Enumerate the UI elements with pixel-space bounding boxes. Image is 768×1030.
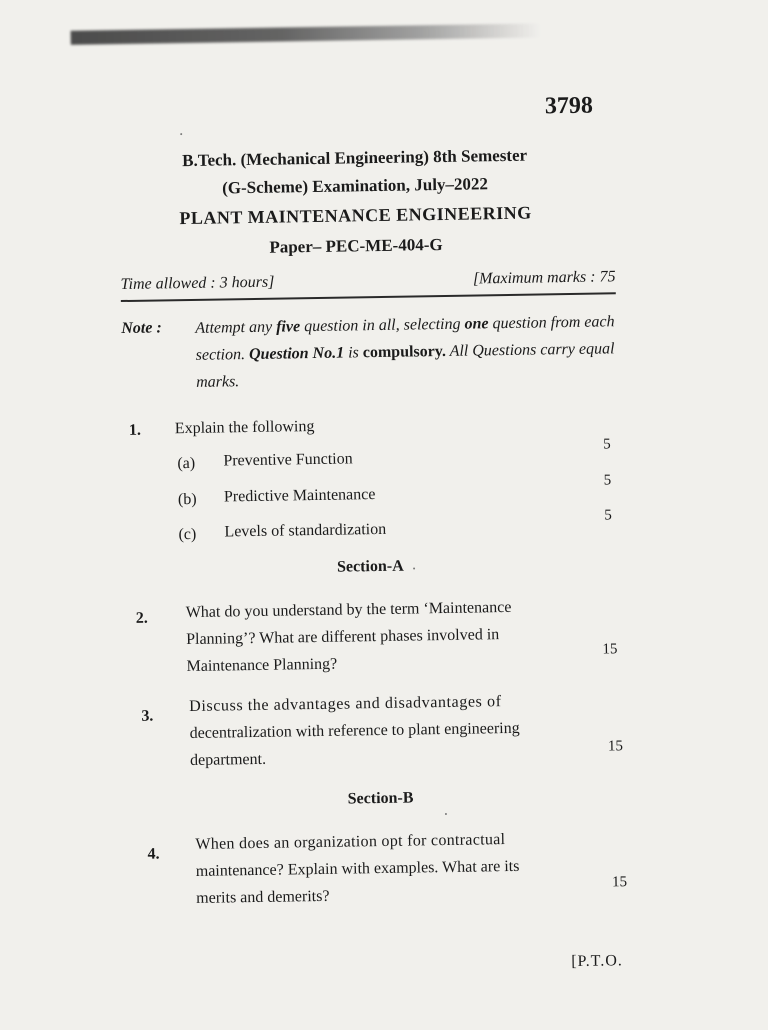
course-title: B.Tech. (Mechanical Engineering) 8th Semester: [181, 145, 528, 171]
marks-value: 15: [607, 738, 624, 755]
question-line: Maintenance Planning?: [186, 655, 338, 676]
question-number: 3.: [141, 707, 154, 725]
note-text: Attempt any: [195, 318, 277, 337]
exam-session: (G-Scheme) Examination, July–2022: [221, 174, 489, 198]
sub-question-text: Preventive Function: [223, 450, 353, 470]
section-a-heading: Section-A: [336, 557, 404, 576]
scan-top-edge: [71, 23, 541, 44]
note-instructions: [195, 308, 621, 396]
note-label: Note :: [121, 319, 162, 338]
question-line: maintenance? Explain with examples. What are its: [195, 857, 520, 880]
question-line: merits and demerits?: [196, 887, 330, 907]
question-line: When does an organization opt for contractual: [195, 831, 506, 853]
question-text: [186, 592, 627, 680]
maximum-marks: [Maximum marks : 75: [472, 268, 616, 288]
paper-number: Paper– PEC-ME-404-G: [269, 234, 443, 257]
question-number: 2.: [135, 609, 148, 627]
note-emphasis: five: [276, 318, 301, 336]
marks-value: 15: [611, 874, 628, 891]
question-line: decentralization with reference to plant engineering: [189, 719, 520, 743]
marks-value: 15: [602, 641, 618, 658]
marks-value: 5: [604, 507, 612, 524]
question-line: Planning’? What are different phases involved in: [186, 626, 500, 649]
note-emphasis: compulsory.: [362, 342, 447, 362]
question-number: 4.: [147, 845, 160, 863]
question-text: [195, 824, 641, 912]
paper-code: 3798: [544, 92, 594, 120]
sub-question-text: Predictive Maintenance: [223, 486, 376, 506]
time-allowed: Time allowed : 3 hours]: [120, 273, 275, 294]
question-line: What do you understand by the term ‘Maintenance: [185, 598, 512, 622]
marks-value: 5: [603, 436, 611, 453]
note-emphasis: one: [464, 315, 489, 333]
note-text: question from each section.: [195, 313, 615, 364]
note-text: All Questions carry equal marks.: [195, 340, 615, 391]
note-emphasis: Question No.1: [248, 344, 345, 364]
note-text: is: [344, 344, 363, 362]
sub-question-label: (b): [177, 490, 197, 509]
subject-title: PLANT MAINTENANCE ENGINEERING: [179, 202, 532, 229]
question-line: department.: [189, 750, 267, 770]
question-number: 1.: [128, 421, 142, 439]
scan-speck: [180, 133, 182, 135]
question-text: [189, 686, 635, 774]
scan-speck: [445, 813, 447, 815]
marks-value: 5: [603, 472, 612, 489]
page-turn-note: [P.T.O.: [571, 952, 623, 971]
sub-question-text: Levels of standardization: [224, 520, 387, 541]
note-text: question in all, selecting: [299, 315, 465, 336]
scan-speck: [413, 567, 415, 569]
question-line: Discuss the advantages and disadvantages of: [189, 693, 502, 716]
sub-question-label: (a): [177, 454, 196, 473]
question-text: Explain the following: [174, 418, 315, 438]
sub-question-label: (c): [178, 525, 197, 544]
section-b-heading: Section-B: [347, 789, 414, 808]
